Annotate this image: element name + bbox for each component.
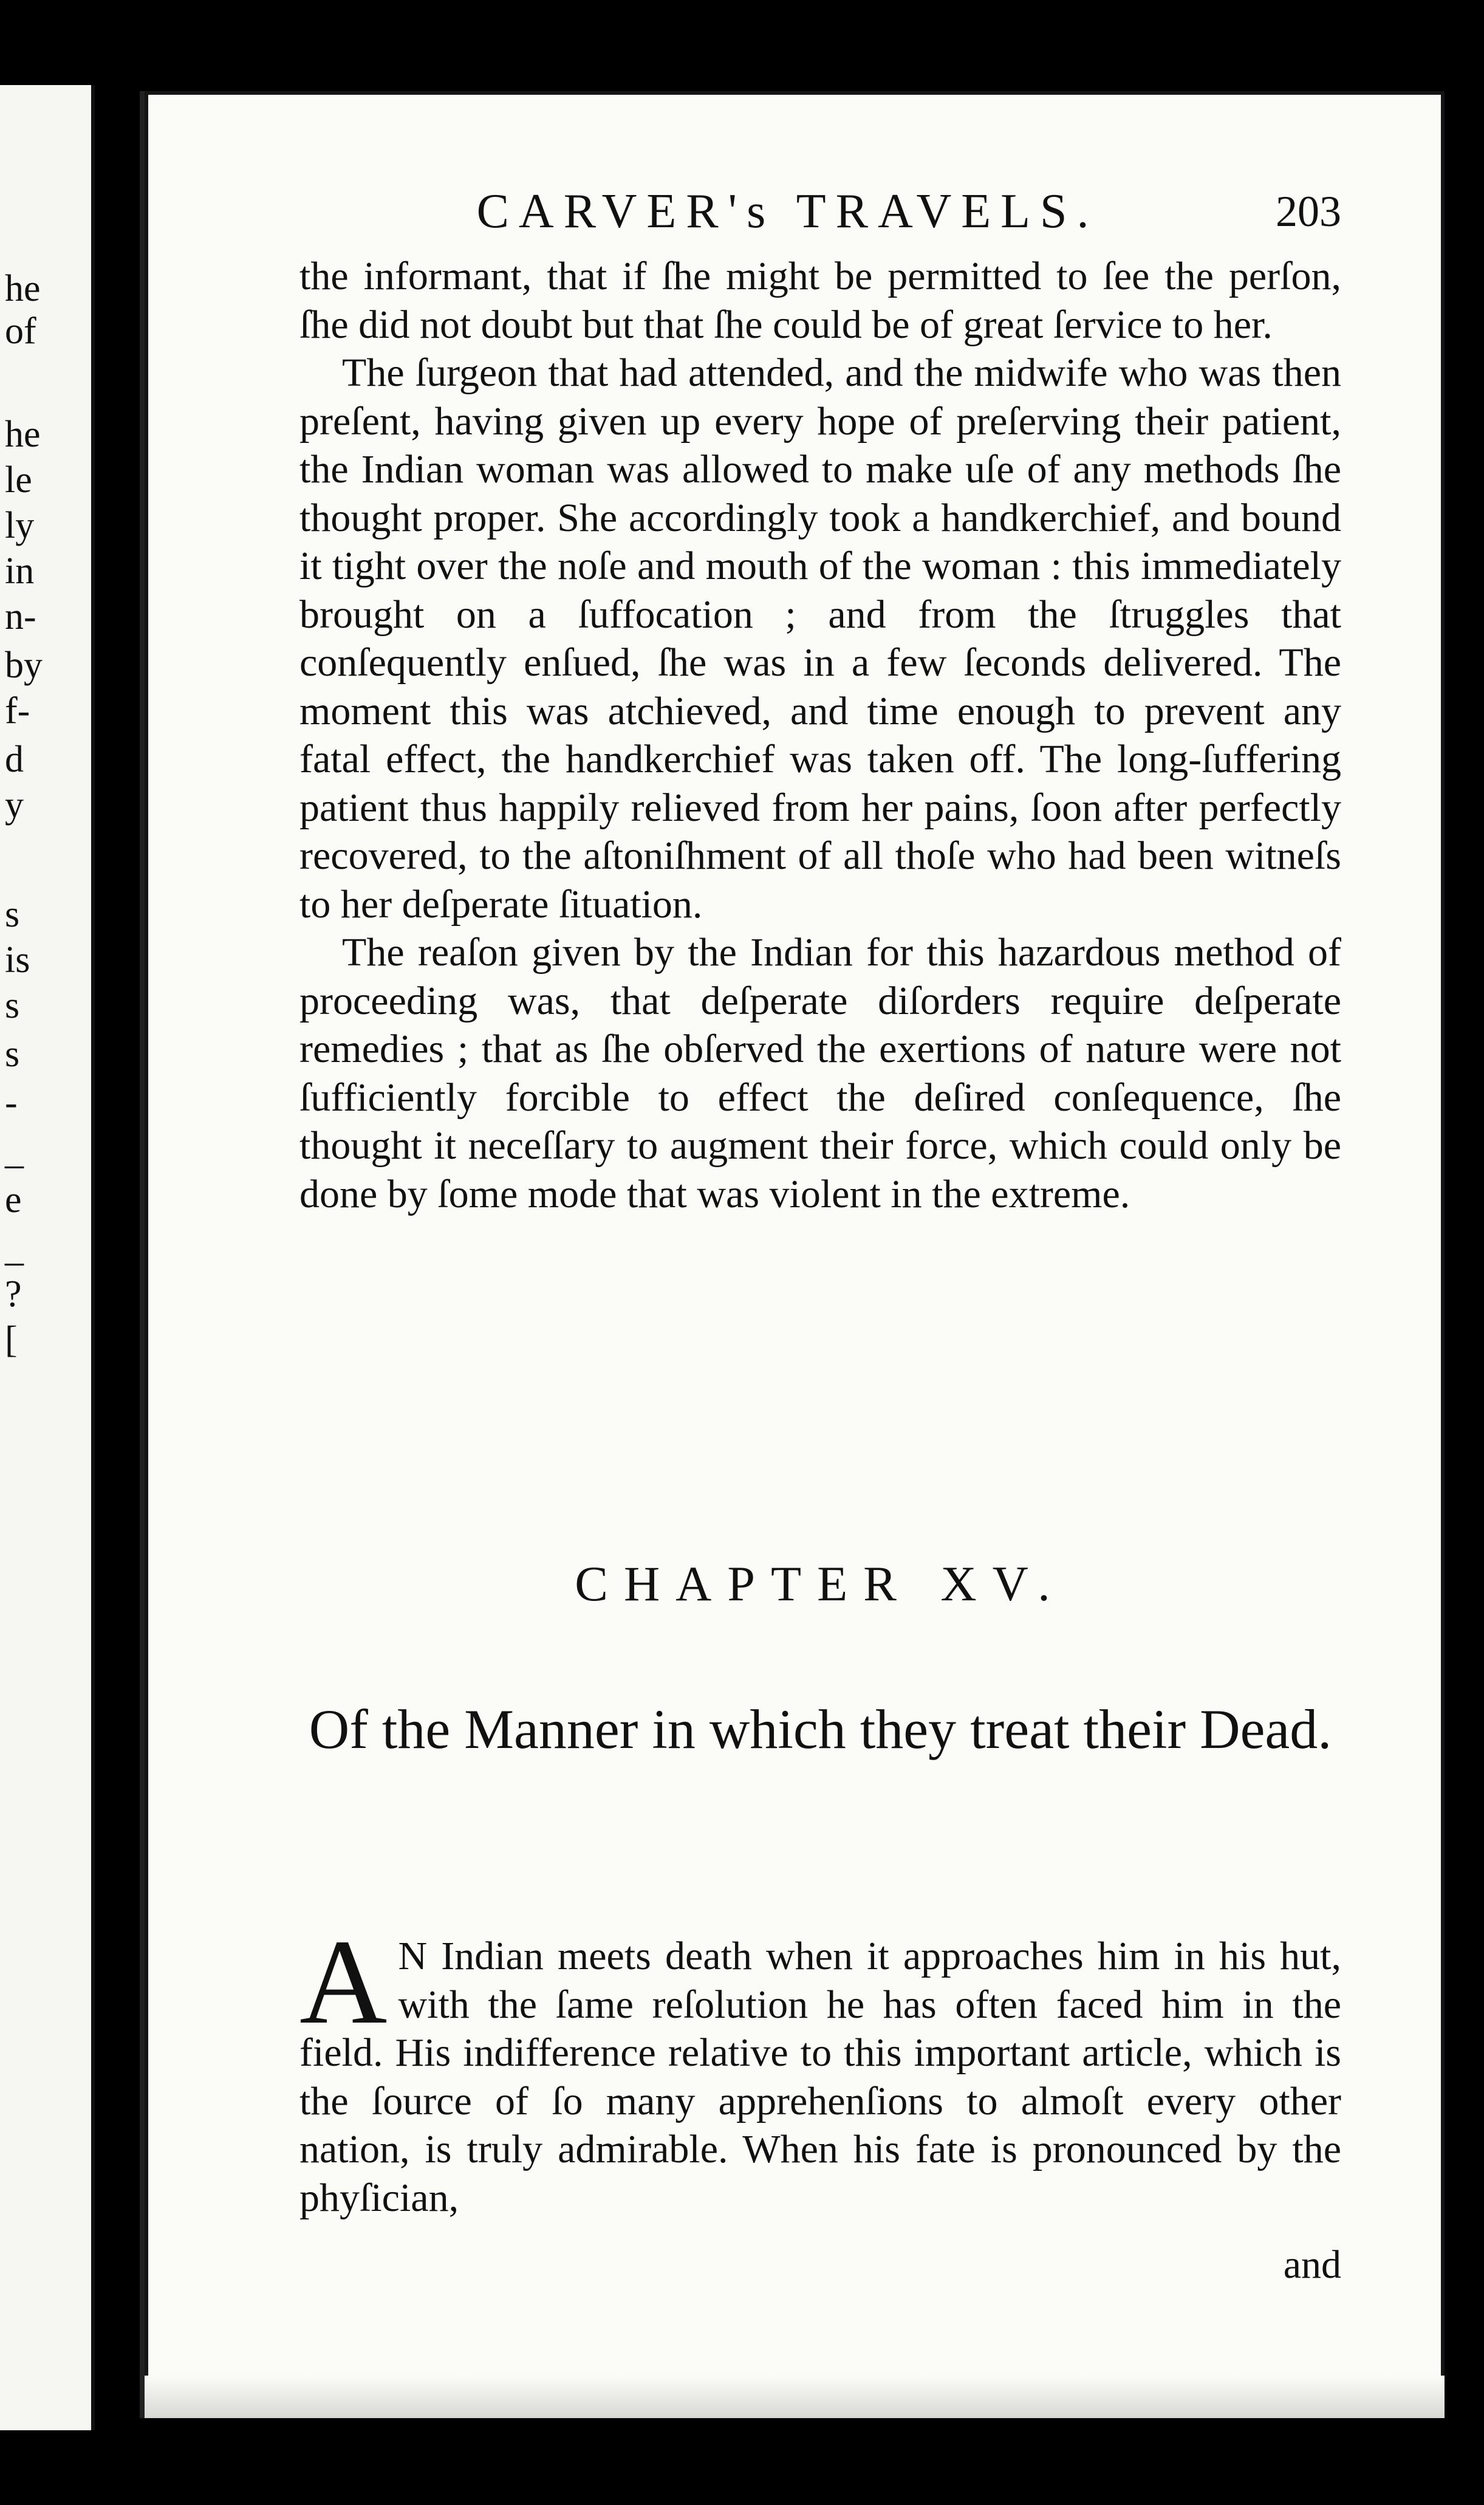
fragment: e [5,1179,22,1221]
book-page [140,91,1445,2418]
previous-page-edge [0,85,95,2430]
running-head [299,181,1341,242]
paragraph-reason: The reaſon given by the Indian for this hazardous method of proceeding was, that deſperate diſorders require deſperate remedies ; that as ſhe obſerved the exertions of nature were not ſufficiently forcible to effect the deſired conſequence, ſhe thought it neceſſary to augment their force, which could only be done by ſome mode that was violent in the extreme. [299,930,1341,1216]
fragment: _ [5,1131,24,1172]
fragment: y [5,784,24,826]
fragment: f- [5,690,30,732]
fragment: of [5,310,36,352]
fragment: s [5,985,20,1026]
body-text [299,252,1341,1218]
chapter-opening [299,1915,1341,2222]
fragment: le [5,459,32,501]
drop-cap: A [299,1915,388,2049]
fragment: he [5,268,41,309]
fragment: d [5,739,24,780]
fragment: _ [5,1228,24,1269]
page-bottom-edge [145,2376,1445,2418]
catchword: and [1283,2243,1341,2287]
page-number: 203 [1276,187,1341,236]
fragment: [ [5,1319,18,1360]
fragment: is [5,939,30,981]
fragment: by [5,645,43,686]
fragment: in [5,550,35,592]
fragment: - [5,1082,18,1123]
fragment: ? [5,1273,22,1315]
paragraph-continued: the informant, that if ſhe might be permitted to ſee the perſon, ſhe did not doubt but that ſhe could be of great ſervice to her. [299,254,1341,347]
chapter-heading: CHAPTER XV. [575,1556,1066,1611]
fragment: s [5,1033,20,1075]
running-title: CARVER's TRAVELS. [476,184,1099,238]
paragraph-surgeon: The ſurgeon that had attended, and the midwife who was then preſent, having given up every hope of preſerving their patient, the Indian woman was allowed to make uſe of any methods ſhe thought proper. She accordingly took a handkerchief, and bound it tight over the noſe and mouth of the woman : this immediately brought on a ſuffocation ; and from the ſtruggles that conſequently enſued, ſhe was in a few ſeconds delivered. The moment this was atchieved, and time enough to prevent any fatal effect, the handkerchief was taken off. The long-ſuffering patient thus happily relieved from her pains, ſoon after perfectly recovered, to the aſtoniſhment of all thoſe who had been witneſs to her deſperate ſituation. [299,351,1341,927]
chapter-title: Of the Manner in which they treat their Dead. [309,1698,1332,1760]
fragment: he [5,414,41,455]
fragment: n- [5,596,36,637]
fragment: ly [5,505,35,546]
fragment: s [5,894,20,935]
opening-text: N Indian meets death when it approaches him in his hut, with the ſame reſolution he has often faced him in the field. His indifference relative to this important article, which is the ſource of ſo many apprehenſions to almoſt every other nation, is truly admirable. When his fate is pronounced by the phyſician, [299,1934,1341,2220]
